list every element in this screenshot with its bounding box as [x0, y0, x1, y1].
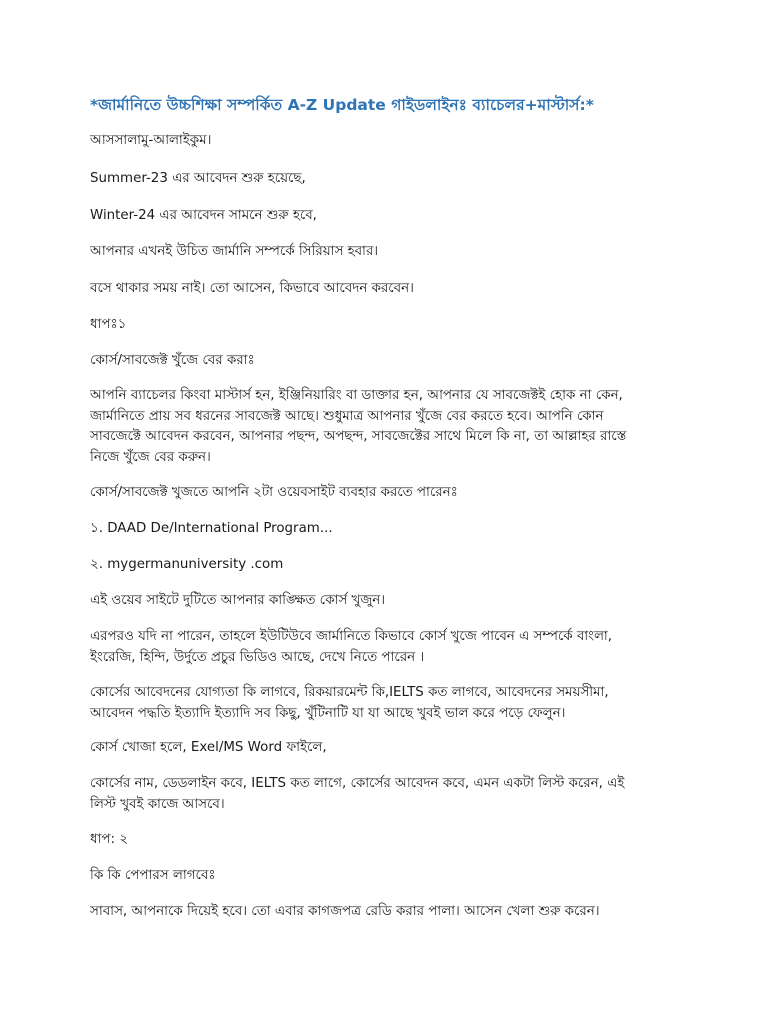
winter-paragraph: Winter-24 এর আবেদন সামনে শুরু হবে, — [90, 208, 317, 223]
websites-intro-paragraph: কোর্স/সাবজেক্ট খুজতে আপনি ২টা ওয়েবসাইট ব্যবহার করতে পারেনঃ — [90, 485, 458, 500]
requirements-line: আবেদন পদ্ধতি ইত্যাদি ইত্যাদি সব কিছু, খুঁটিনাটি যা যা আছে খুবই ভাল করে পড়ে ফেলুন। — [90, 705, 566, 721]
excel-paragraph: কোর্স খোজা হলে, Exel/MS Word ফাইলে, — [90, 740, 327, 755]
requirements-line: কোর্সের আবেদনের যোগ্যতা কি লাগবে, রিকয়ারমেন্ট কি,IELTS কত লাগবে, আবেদনের সময়সীমা, — [90, 685, 609, 700]
youtube-paragraph — [90, 627, 690, 668]
step2-heading: ধাপ: ২ — [90, 832, 128, 847]
no-time-paragraph: বসে থাকার সময় নাই। তো আসেন, কিভাবে আবেদন করবেন। — [90, 281, 414, 296]
course-list-line: লিস্ট খুবই কাজে আসবে। — [90, 796, 225, 812]
youtube-line: এরপরও যদি না পারেন, তাহলে ইউটিউবে জার্মানিতে কিভাবে কোর্স খুজে পাবেন এ সম্পর্কে বাংলা, — [90, 629, 613, 644]
find-course-paragraph — [90, 386, 690, 468]
serious-paragraph: আপনার এখনই উচিত জার্মানি সম্পর্কে সিরিয়াস হবার। — [90, 244, 379, 259]
greeting-paragraph: আসসালামু-আলাইকুম। — [90, 133, 212, 148]
youtube-line: ইংরেজি, হিন্দি, উর্দুতে প্রচুর ভিডিও আছে, দেখে নিতে পারেন । — [90, 649, 425, 665]
find-course-line: সাবজেক্টে আবেদন করবেন, আপনার পছন্দ, অপছন্দ, সাবজেক্টের সাথে মিলে কি না, তা আল্লাহর রাস্তে — [90, 429, 627, 444]
course-list-line: কোর্সের নাম, ডেডলাইন কবে, IELTS কত লাগে, কোর্সের আবেদন কবে, এমন একটা লিস্ট করেন, এই — [90, 776, 625, 791]
document-title: *জার্মানিতে উচ্চশিক্ষা সম্পর্কিত A-Z Update গাইডলাইনঃ ব্যাচেলর+মাস্টার্স:* — [90, 96, 594, 114]
summer-paragraph: Summer-23 এর আবেদন শুরু হয়েছে, — [90, 171, 306, 186]
final-paragraph: সাবাস, আপনাকে দিয়েই হবে। তো এবার কাগজপত্র রেডি করার পালা। আসেন খেলা শুরু করেন। — [90, 904, 600, 919]
step1-heading: ধাপঃ১ — [90, 317, 127, 332]
find-course-line: জার্মানিতে প্রায় সব ধরনের সাবজেক্ট আছে। শুধুমাত্র আপনার খুঁজে বের করতে হবে। আপনি কোন — [90, 408, 604, 424]
search-here-paragraph: এই ওয়েব সাইটে দুটিতে আপনার কাঙ্ক্ষিত কোর্স খুজুন। — [90, 593, 386, 608]
website-item-daad: ১. DAAD De/International Program... — [90, 521, 333, 536]
website-item-mygermanuniversity: ২. mygermanuniversity .com — [90, 557, 284, 572]
find-course-line: আপনি ব্যাচেলর কিংবা মাস্টার্স হন, ইঞ্জিনিয়ারিং বা ডাক্তার হন, আপনার যে সাবজেক্টই হোক না কেন, — [90, 388, 623, 403]
document-page — [90, 0, 690, 1024]
papers-heading: কি কি পেপারস লাগবেঃ — [90, 868, 216, 883]
find-course-line: নিজে খুঁজে বের করুন। — [90, 449, 211, 465]
find-course-heading: কোর্স/সাবজেক্ট খুঁজে বের করাঃ — [90, 353, 255, 368]
requirements-paragraph — [90, 683, 690, 724]
course-list-paragraph — [90, 774, 690, 815]
